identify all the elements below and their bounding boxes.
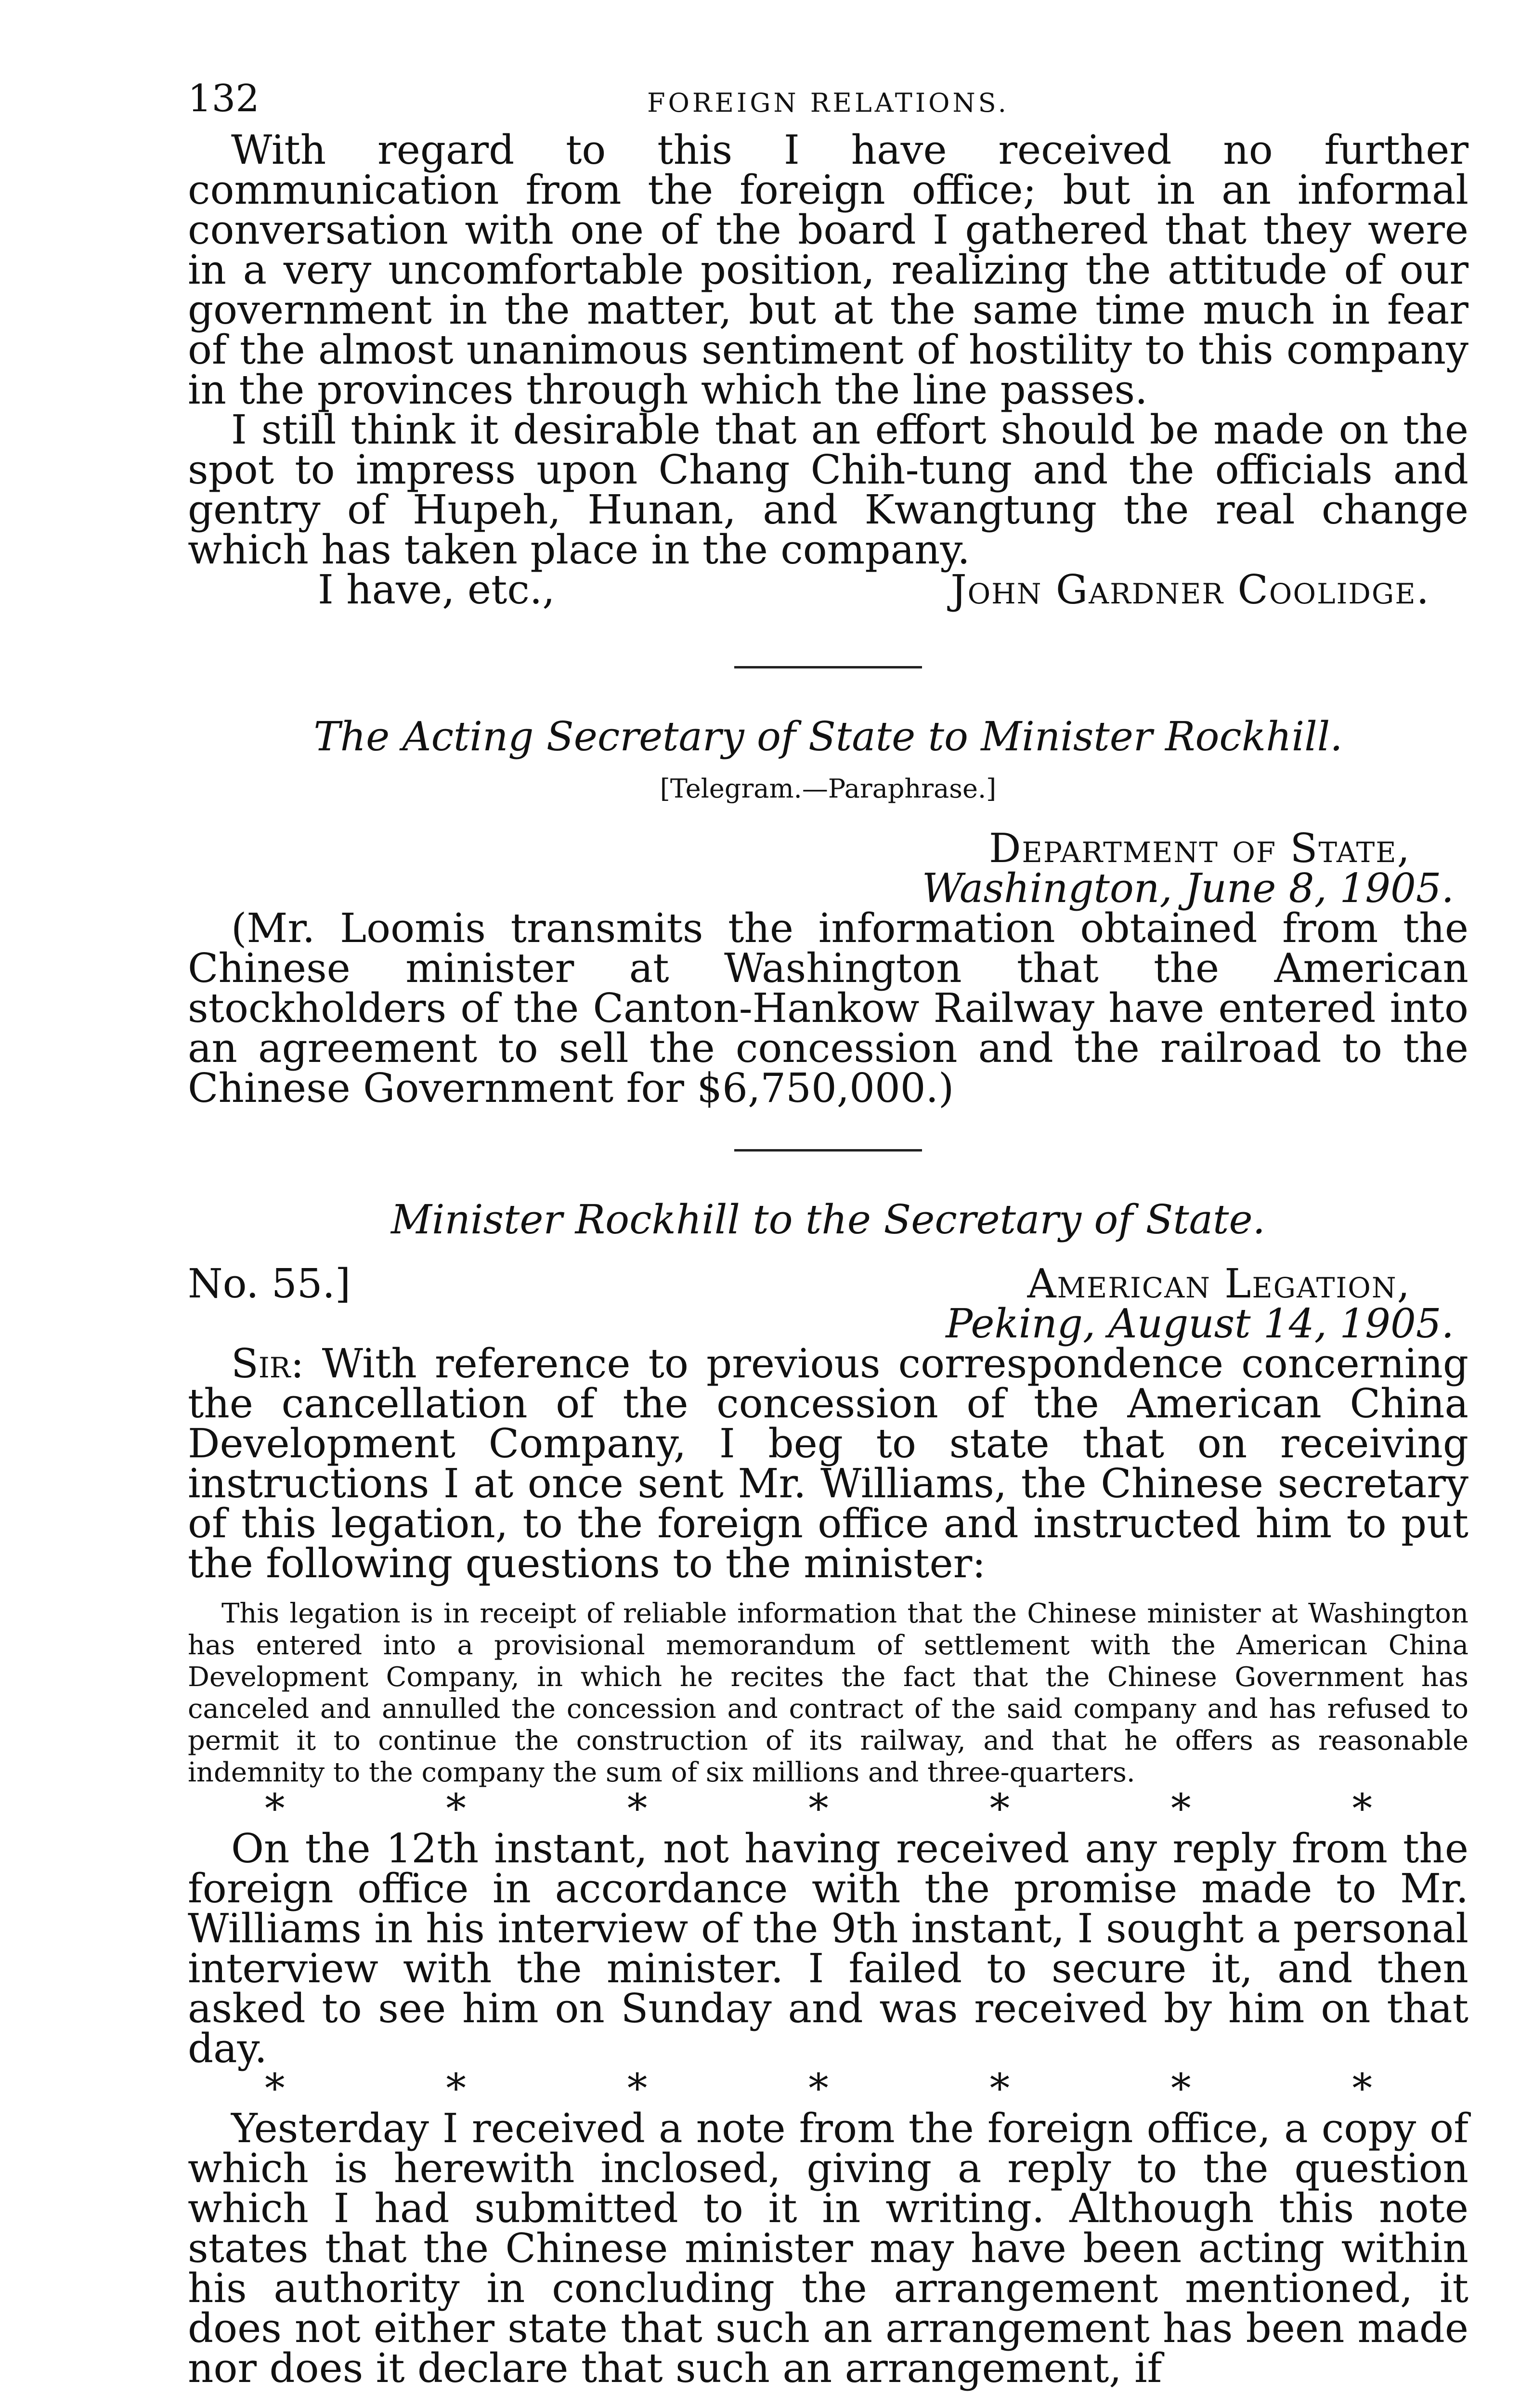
dispatch-number: No. 55.] <box>188 1260 351 1307</box>
star: * <box>989 1785 1010 1832</box>
document-heading: Minister Rockhill to the Secretary of State. <box>390 1196 1266 1243</box>
page-number: 132 <box>188 77 260 120</box>
signature: John Gardner Coolidge. <box>950 566 1430 613</box>
star: * <box>265 1785 285 1832</box>
paragraph: Yesterday I received a note from the foreign office, a copy of which is herewith inclosed, giving a reply to the question which I had submitted to it in writing. Although this note states that the Chinese minister may have been acting within his authority in concluding the arrangement mentioned, it does not either state that such an arrangement has been made nor does it declare that such an arrangement, if <box>188 2105 1468 2392</box>
paragraph: (Mr. Loomis transmits the information obtained from the Chinese minister at Washington that the American stockholders of the Canton-Hankow Railway have entered into an agreement to sell the concession and the railroad to the Chinese Government for $6,750,000.) <box>188 905 1468 1112</box>
running-head: FOREIGN RELATIONS. <box>647 88 1009 118</box>
dispatch-number-row <box>188 1260 1468 1307</box>
signature-block <box>188 566 1468 613</box>
star: * <box>446 1785 466 1832</box>
star: * <box>627 2065 648 2112</box>
telegram-note: [Telegram.—Paraphrase.] <box>660 773 997 804</box>
closing-text: I have, etc., <box>318 566 555 613</box>
star: * <box>265 2065 285 2112</box>
paragraph: I still think it desirable that an effort should be made on the spot to impress upon Chang Chih-tung and the officials and gentry of Hupeh, Hunan, and Kwangtung the real change which has taken place in the company. <box>188 406 1468 573</box>
star: * <box>808 1785 829 1832</box>
dateline-place: American Legation, <box>1027 1260 1411 1307</box>
star: * <box>989 2065 1010 2112</box>
ellipsis-stars <box>188 2065 1468 2112</box>
document-heading: The Acting Secretary of State to Minister Rockhill. <box>313 713 1343 760</box>
paragraph: With regard to this I have received no further communication from the foreign office; but in an informal conversation with one of the board I gathered that they were in a very uncomfortable position, realizing the attitude of our government in the matter, but at the same time much in fear of the almost unanimous sentiment of hostility to this company in the provinces through which the line passes. <box>188 127 1468 413</box>
salutation: Sir: <box>231 1340 304 1387</box>
star: * <box>808 2065 829 2112</box>
star: * <box>1171 1785 1191 1832</box>
dateline-date: Peking, August 14, 1905. <box>946 1300 1454 1347</box>
star: * <box>1171 2065 1191 2112</box>
paragraph: On the 12th instant, not having received any reply from the foreign office in accordance with the promise made to Mr. Williams in his interview of the 9th instant, I sought a personal interview with the minister. I failed to secure it, and then asked to see him on Sunday and was received by him on that day. <box>188 1825 1468 2072</box>
document-page <box>188 77 1468 2392</box>
star: * <box>1352 1785 1372 1832</box>
star: * <box>1352 2065 1372 2112</box>
star: * <box>446 2065 466 2112</box>
page-header <box>188 77 1468 130</box>
star: * <box>627 1785 648 1832</box>
quoted-extract: This legation is in receipt of reliable information that the Chinese minister at Washington has entered into a provisional memorandum of settlement with the American China Development Company, in which he recites the fact that the Chinese Government has canceled and annulled the concession and contract of the said company and has refused to permit it to continue the construction of its railway, and that he offers as reasonable indemnity to the company the sum of six millions and three-quarters. <box>188 1598 1468 1788</box>
paragraph-text: With reference to previous correspondence concerning the cancellation of the concession of the American China Development Company, I beg to state that on receiving instructions I at once sent Mr. Williams, the Chinese secretary of this legation, to the foreign office and instructed him to put the following questions to the minister: <box>188 1340 1468 1587</box>
ellipsis-stars <box>188 1785 1468 1832</box>
dateline-place: Department of State, <box>988 825 1411 872</box>
dateline-date: Washington, June 8, 1905. <box>922 865 1454 912</box>
paragraph <box>188 1340 1468 1587</box>
